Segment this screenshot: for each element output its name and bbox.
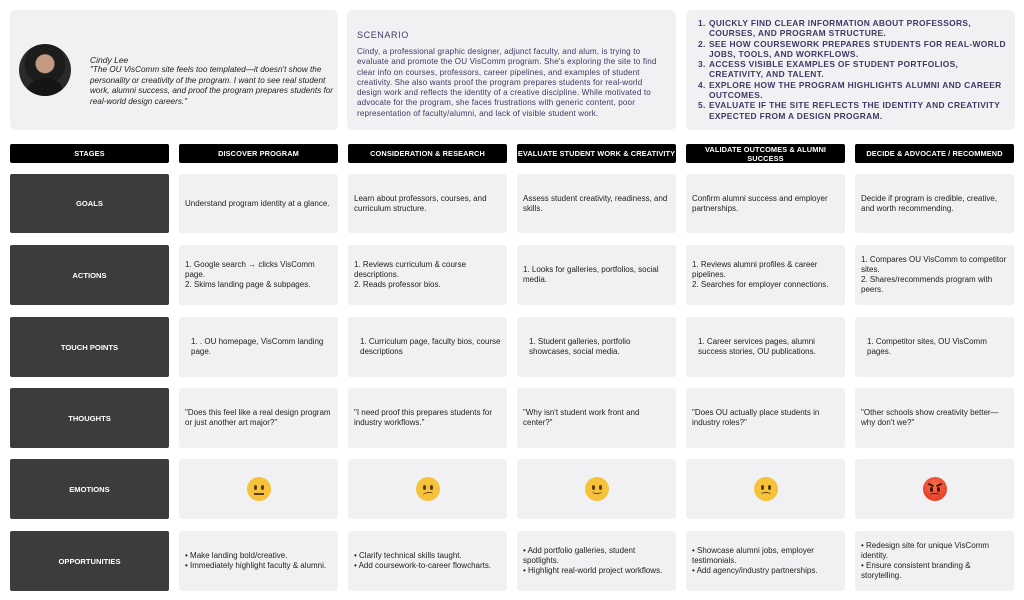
actions-cell: 1. Reviews alumni profiles & career pipelines. 2. Searches for employer connections. <box>686 245 845 305</box>
confused-face-icon <box>416 477 440 501</box>
touch-points-cell: 1. Career services pages, alumni success stories, OU publications. <box>686 317 845 377</box>
row-label-goals: GOALS <box>10 174 169 233</box>
persona-name: Cindy Lee <box>90 55 129 65</box>
user-goal-item: 4. EXPLORE HOW THE PROGRAM HIGHLIGHTS ALUMNI AND CAREER OUTCOMES. <box>698 79 1002 101</box>
goals-cell: Understand program identity at a glance. <box>179 174 338 233</box>
user-goals-list <box>698 18 1007 121</box>
row-label-touch-points: TOUCH POINTS <box>10 317 169 377</box>
actions-cell: 1. Google search → clicks VisComm page. 2. Skims landing page & subpages. <box>179 245 338 305</box>
header-evaluate-student-work: EVALUATE STUDENT WORK & CREATIVITY <box>517 144 676 163</box>
goals-cell: Confirm alumni success and employer partnerships. <box>686 174 845 233</box>
opportunities-cell: • Showcase alumni jobs, employer testimonials. • Add agency/industry partnerships. <box>686 531 845 591</box>
touch-points-cell: 1. . OU homepage, VisComm landing page. <box>179 317 338 377</box>
avatar <box>19 44 71 96</box>
actions-cell: 1. Compares OU VisComm to competitor sites. 2. Shares/recommends program with peers. <box>855 245 1014 305</box>
opportunities-cell: • Add portfolio galleries, student spotlights. • Highlight real-world project workflows. <box>517 531 676 591</box>
row-label-thoughts: THOUGHTS <box>10 388 169 448</box>
thoughts-cell: "I need proof this prepares students for industry workflows." <box>348 388 507 448</box>
thoughts-cell: "Does OU actually place students in industry roles?" <box>686 388 845 448</box>
touch-points-cell: 1. Curriculum page, faculty bios, course descriptions <box>348 317 507 377</box>
goals-cell: Learn about professors, courses, and curriculum structure. <box>348 174 507 233</box>
goals-cell: Decide if program is credible, creative, and worth recommending. <box>855 174 1014 233</box>
user-goals-card <box>686 10 1015 130</box>
scenario-title: SCENARIO <box>357 30 409 40</box>
header-consideration-research: CONSIDERATION & RESEARCH <box>348 144 507 163</box>
touch-points-cell: 1. Student galleries, portfolio showcases, social media. <box>517 317 676 377</box>
header-discover-program: DISCOVER PROGRAM <box>179 144 338 163</box>
angry-face-icon <box>923 477 947 501</box>
emotions-cell <box>686 459 845 519</box>
neutral-face-icon <box>247 477 271 501</box>
scenario-text: Cindy, a professional graphic designer, adjunct faculty, and alum, is trying to evaluate and promote the OU VisComm program. She's exploring the site to find clear info on courses, professors, career pipelines, and examples of student creativity. She also wants proof the program prepares students for real-world design work and reflects the identity of a creative discipline. While motivated to advocate for the program, she faces frustrations with generic content, poor representation of faculty/alumni, and lack of visible student work. <box>357 47 657 118</box>
header-stages: STAGES <box>10 144 169 163</box>
thoughts-cell: "Does this feel like a real design program or just another art major?" <box>179 388 338 448</box>
slight-smile-face-icon <box>585 477 609 501</box>
actions-cell: 1. Looks for galleries, portfolios, social media. <box>517 245 676 305</box>
thoughts-cell: "Why isn't student work front and center?" <box>517 388 676 448</box>
scenario-card <box>347 10 676 130</box>
worried-face-icon <box>754 477 778 501</box>
row-label-opportunities: OPPORTUNITIES <box>10 531 169 591</box>
header-decide-advocate: DECIDE & ADVOCATE / RECOMMEND <box>855 144 1014 163</box>
opportunities-cell: • Make landing bold/creative. • Immediately highlight faculty & alumni. <box>179 531 338 591</box>
opportunities-cell: • Redesign site for unique VisComm identity. • Ensure consistent branding & storytelling. <box>855 531 1014 591</box>
user-goal-item: 3. ACCESS VISIBLE EXAMPLES OF STUDENT PORTFOLIOS, CREATIVITY, AND TALENT. <box>698 59 959 80</box>
persona-quote: "The OU VisComm site feels too templated—it doesn't show the personality or creativity of the program. I want to see real student work, alumni success, and proof the program prepares students for real-world design careers." <box>90 65 334 106</box>
header-validate-outcomes: VALIDATE OUTCOMES & ALUMNI SUCCESS <box>686 144 845 163</box>
opportunities-cell: • Clarify technical skills taught. • Add coursework-to-career flowcharts. <box>348 531 507 591</box>
emotions-cell <box>517 459 676 519</box>
user-goal-item: 2. SEE HOW COURSEWORK PREPARES STUDENTS FOR REAL-WORLD JOBS, TOOLS, AND WORKFLOWS. <box>698 38 1006 59</box>
row-label-emotions: EMOTIONS <box>10 459 169 519</box>
thoughts-cell: "Other schools show creativity better—why don't we?" <box>855 388 1014 448</box>
touch-points-cell: 1. Competitor sites, OU VisComm pages. <box>855 317 1014 377</box>
emotions-cell <box>855 459 1014 519</box>
persona-card <box>10 10 338 130</box>
emotions-cell <box>348 459 507 519</box>
goals-cell: Assess student creativity, readiness, and skills. <box>517 174 676 233</box>
actions-cell: 1. Reviews curriculum & course descriptions. 2. Reads professor bios. <box>348 245 507 305</box>
user-goal-item: 5. EVALUATE IF THE SITE REFLECTS THE IDENTITY AND CREATIVITY EXPECTED FROM A DESIGN PROGRAM. <box>698 100 1001 121</box>
emotions-cell <box>179 459 338 519</box>
user-goal-item: 1. QUICKLY FIND CLEAR INFORMATION ABOUT PROFESSORS, COURSES, AND PROGRAM STRUCTURE. <box>698 18 972 39</box>
row-label-actions: ACTIONS <box>10 245 169 305</box>
